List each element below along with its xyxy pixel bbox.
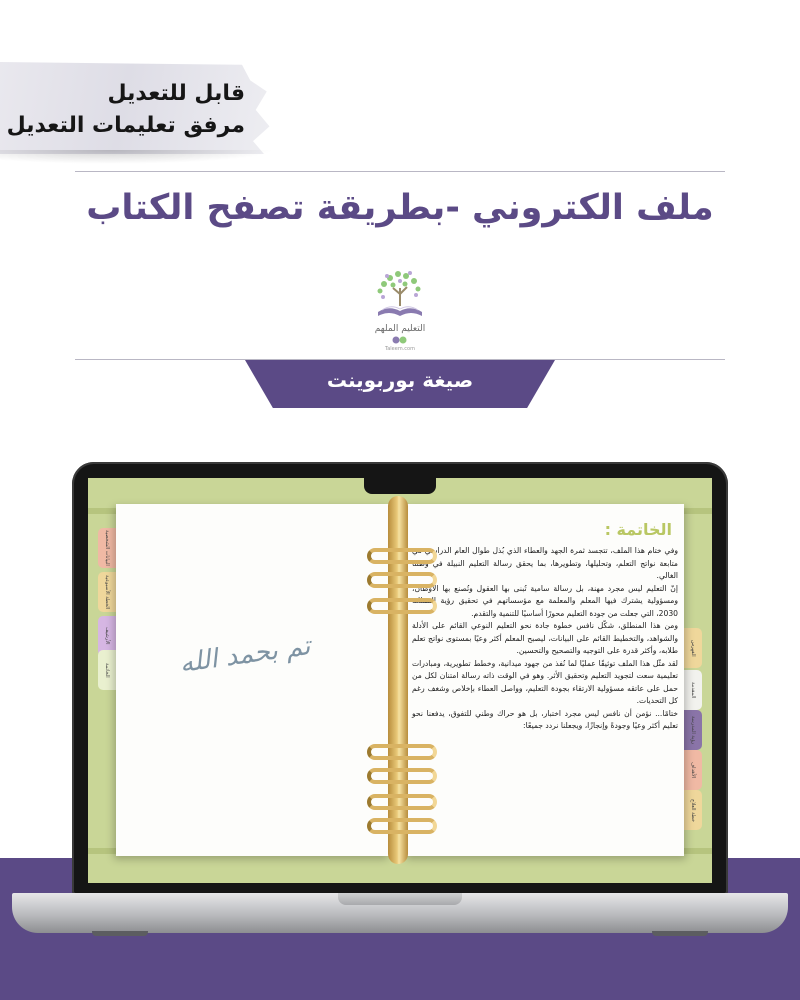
page-title: ملف الكتروني -بطريقة تصفح الكتاب	[86, 188, 714, 228]
closing-body	[412, 545, 678, 733]
banner-text	[6, 78, 245, 142]
planner-tab[interactable]: الفهرس	[684, 628, 702, 668]
binder-ring	[367, 744, 437, 760]
bottom-divider	[75, 359, 725, 360]
logo-dots-icon	[392, 336, 408, 344]
planner-tab[interactable]: البيانات الشخصية	[98, 528, 116, 568]
binder-ring	[367, 768, 437, 784]
planner-tab[interactable]: الأرشيف	[98, 616, 116, 656]
closing-title: الخاتمة :	[604, 520, 672, 539]
format-label: صيغة بوربوينت	[326, 368, 474, 392]
binder-ring	[367, 818, 437, 834]
binder-ring	[367, 548, 437, 564]
planner-tab[interactable]: رؤية المدرسة	[684, 710, 702, 750]
laptop-opening-notch	[338, 893, 462, 905]
closing-paragraph: إنّ التعليم ليس مجرد مهنة، بل رسالة سامية تُبنى بها العقول وتُصنع بها الأوطان، ومسؤولية يشترك فيها المعلم والمعلمة مع مؤسساتهم في تحقيق رؤية المملكة 2030، التي جعلت من جودة التعليم محورًا أساسيًا للتنمية والتقدم.	[412, 583, 678, 618]
closing-paragraph: ومن هذا المنطلق، شكّل نافس خطوة جادة نحو التعليم النوعي القائم على الأدلة والشواهد، والتخطيط القائم على البيانات، ليصبح المعلم أكثر وعيًا بمستوى نواتج تعلم طلابه، وأكثر قدرة على التوجيه والتصحيح والتحسين.	[412, 621, 678, 655]
planner-tab[interactable]: المقدمة	[684, 670, 702, 710]
logo-url: Taleem.com	[385, 346, 415, 352]
brand-logo	[360, 266, 440, 358]
planner-tab[interactable]: الأهداف	[684, 750, 702, 790]
laptop-foot	[92, 931, 148, 936]
closing-paragraph: ختامًا... نؤمن أن نافس ليس مجرد اختبار، بل هو حراك وطني للتفوق، يدفعنا نحو تعليم أكثر وعيًا وجودةً وإنجازًا، ويجعلنا نردد جميعًا:	[412, 708, 678, 730]
planner-tab[interactable]: الخاتمة	[98, 650, 116, 690]
binder-ring	[367, 794, 437, 810]
tree-book-icon	[360, 266, 440, 326]
top-divider	[75, 171, 725, 172]
planner-tab[interactable]: الخطة الأسبوعية	[98, 572, 116, 612]
closing-paragraph: وفي ختام هذا الملف، تتجسد ثمرة الجهد والعطاء الذي بُذل طوال العام الدراسي في متابعة نواتج التعلم، وتحليلها، وتطويرها، بما يحقق رسالة التعليم النبيلة في وطننا الغالي.	[412, 546, 678, 580]
banner-line-editable: قابل للتعديل	[107, 81, 245, 106]
closing-paragraph: لقد مثّل هذا الملف توثيقًا عمليًا لما نُفذ من جهود ميدانية، وخطط تطويرية، ومبادرات تعليمية سعت لتجويد التعليم وتحقيق الأثر. وهو في الوقت ذاته رسالة امتنان لكل من حمل على عاتقه مسؤولية الارتقاء بجودة التعليم، وواصل العطاء بإخلاص وشغف رغم كل التحديات.	[412, 658, 678, 705]
logo-name: التعليم الملهم	[374, 324, 426, 334]
binder-ring	[367, 598, 437, 614]
planner-left-page	[116, 504, 390, 856]
banner-shadow	[0, 150, 275, 164]
binder-ring	[367, 572, 437, 588]
camera-notch	[364, 478, 436, 494]
calligraphy-text: تم بحمد الله	[177, 630, 313, 680]
laptop-foot	[652, 931, 708, 936]
planner-tab[interactable]: خطة العلاج	[684, 790, 702, 830]
banner-line-instructions: مرفق تعليمات التعديل	[6, 113, 245, 138]
